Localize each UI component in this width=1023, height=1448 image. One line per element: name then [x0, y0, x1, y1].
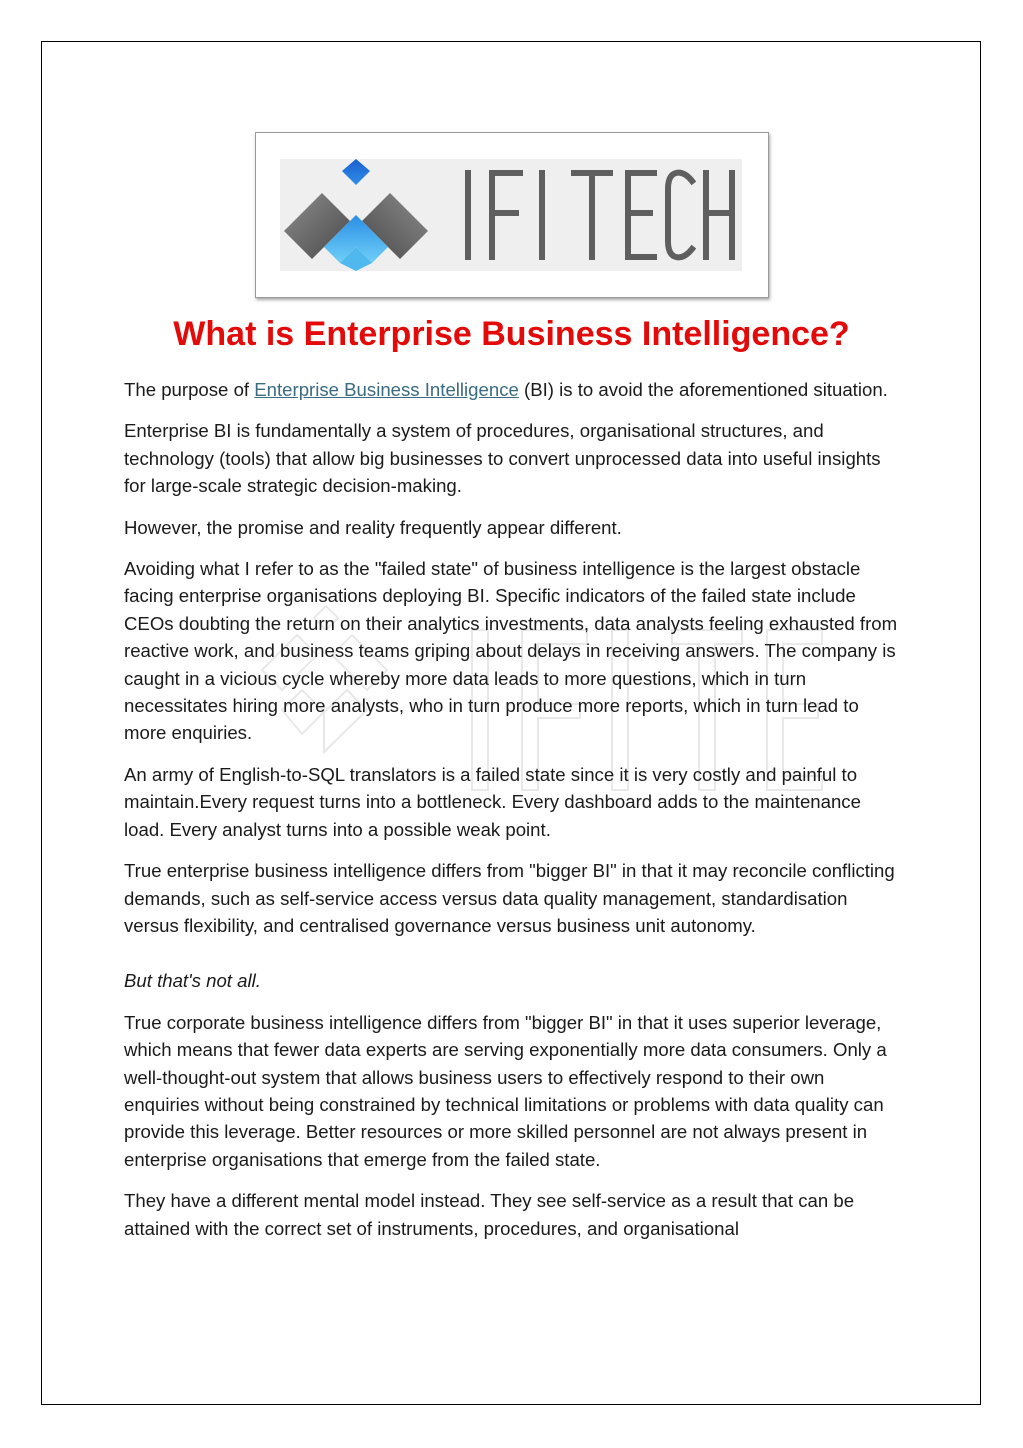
page-title: What is Enterprise Business Intelligence? [173, 315, 850, 353]
paragraph-reconcile: True enterprise business intelligence differs from "bigger BI" in that it may reconcile conflicting demands, such as self-service access versus data quality management, standardisation versus flexibility, and centralised governance versus business unit autonomy. [124, 860, 895, 936]
logo-wordmark [468, 173, 732, 258]
company-logo [255, 132, 769, 298]
paragraph-leverage: True corporate business intelligence differs from "bigger BI" in that it uses superior leverage, which means that fewer data experts are serving exponentially more data consumers. Only a well-thought-out system that allows business users to effectively respond to their own enquiries without being constrained by technical limitations or problems with data quality can provide this leverage. Better resources or more skilled personnel are not always present in enterprise organisations that emerge from the failed state. [124, 1011, 887, 1170]
paragraph-mental-model: They have a different mental model instead. They see self-service as a result that can be attained with the correct set of instruments, procedures, and organisational [124, 1190, 855, 1239]
logo-mark-icon [284, 159, 428, 271]
paragraph-purpose-tail: (BI) is to avoid the aforementioned situation. [518, 379, 888, 400]
paragraph-purpose-lead: The purpose of [124, 379, 255, 400]
paragraph-purpose [124, 376, 904, 403]
enterprise-bi-link[interactable]: Enterprise Business Intelligence [254, 379, 519, 400]
paragraph-failed-state: Avoiding what I refer to as the "failed state" of business intelligence is the largest obstacle facing enterprise organisations deploying BI. Specific indicators of the failed state include CEOs doubting the return on their analytics investments, data analysts feeling exhausted from reactive work, and business teams griping about delays in receiving answers. The company is caught in a vicious cycle whereby more data leads to more questions, which in turn necessitates hiring more analysts, who in turn produce more reports, which in turn lead to more enquiries. [124, 558, 898, 744]
paragraph-promise: However, the promise and reality frequently appear different. [124, 516, 622, 538]
not-all-text: But that's not all. [124, 970, 261, 992]
paragraph-not-all [124, 967, 904, 994]
logo-background [280, 159, 742, 271]
article-body [124, 376, 904, 1256]
paragraph-translators: An army of English-to-SQL translators is a failed state since it is very costly and painful to maintain.Every request turns into a bottleneck. Every dashboard adds to the maintenance load. Every analyst turns into a possible weak point. [124, 763, 861, 840]
paragraph-definition: Enterprise BI is fundamentally a system of procedures, organisational structures, and technology (tools) that allow big businesses to convert unprocessed data into useful insights for large-scale strategic decision-making. [124, 420, 881, 497]
